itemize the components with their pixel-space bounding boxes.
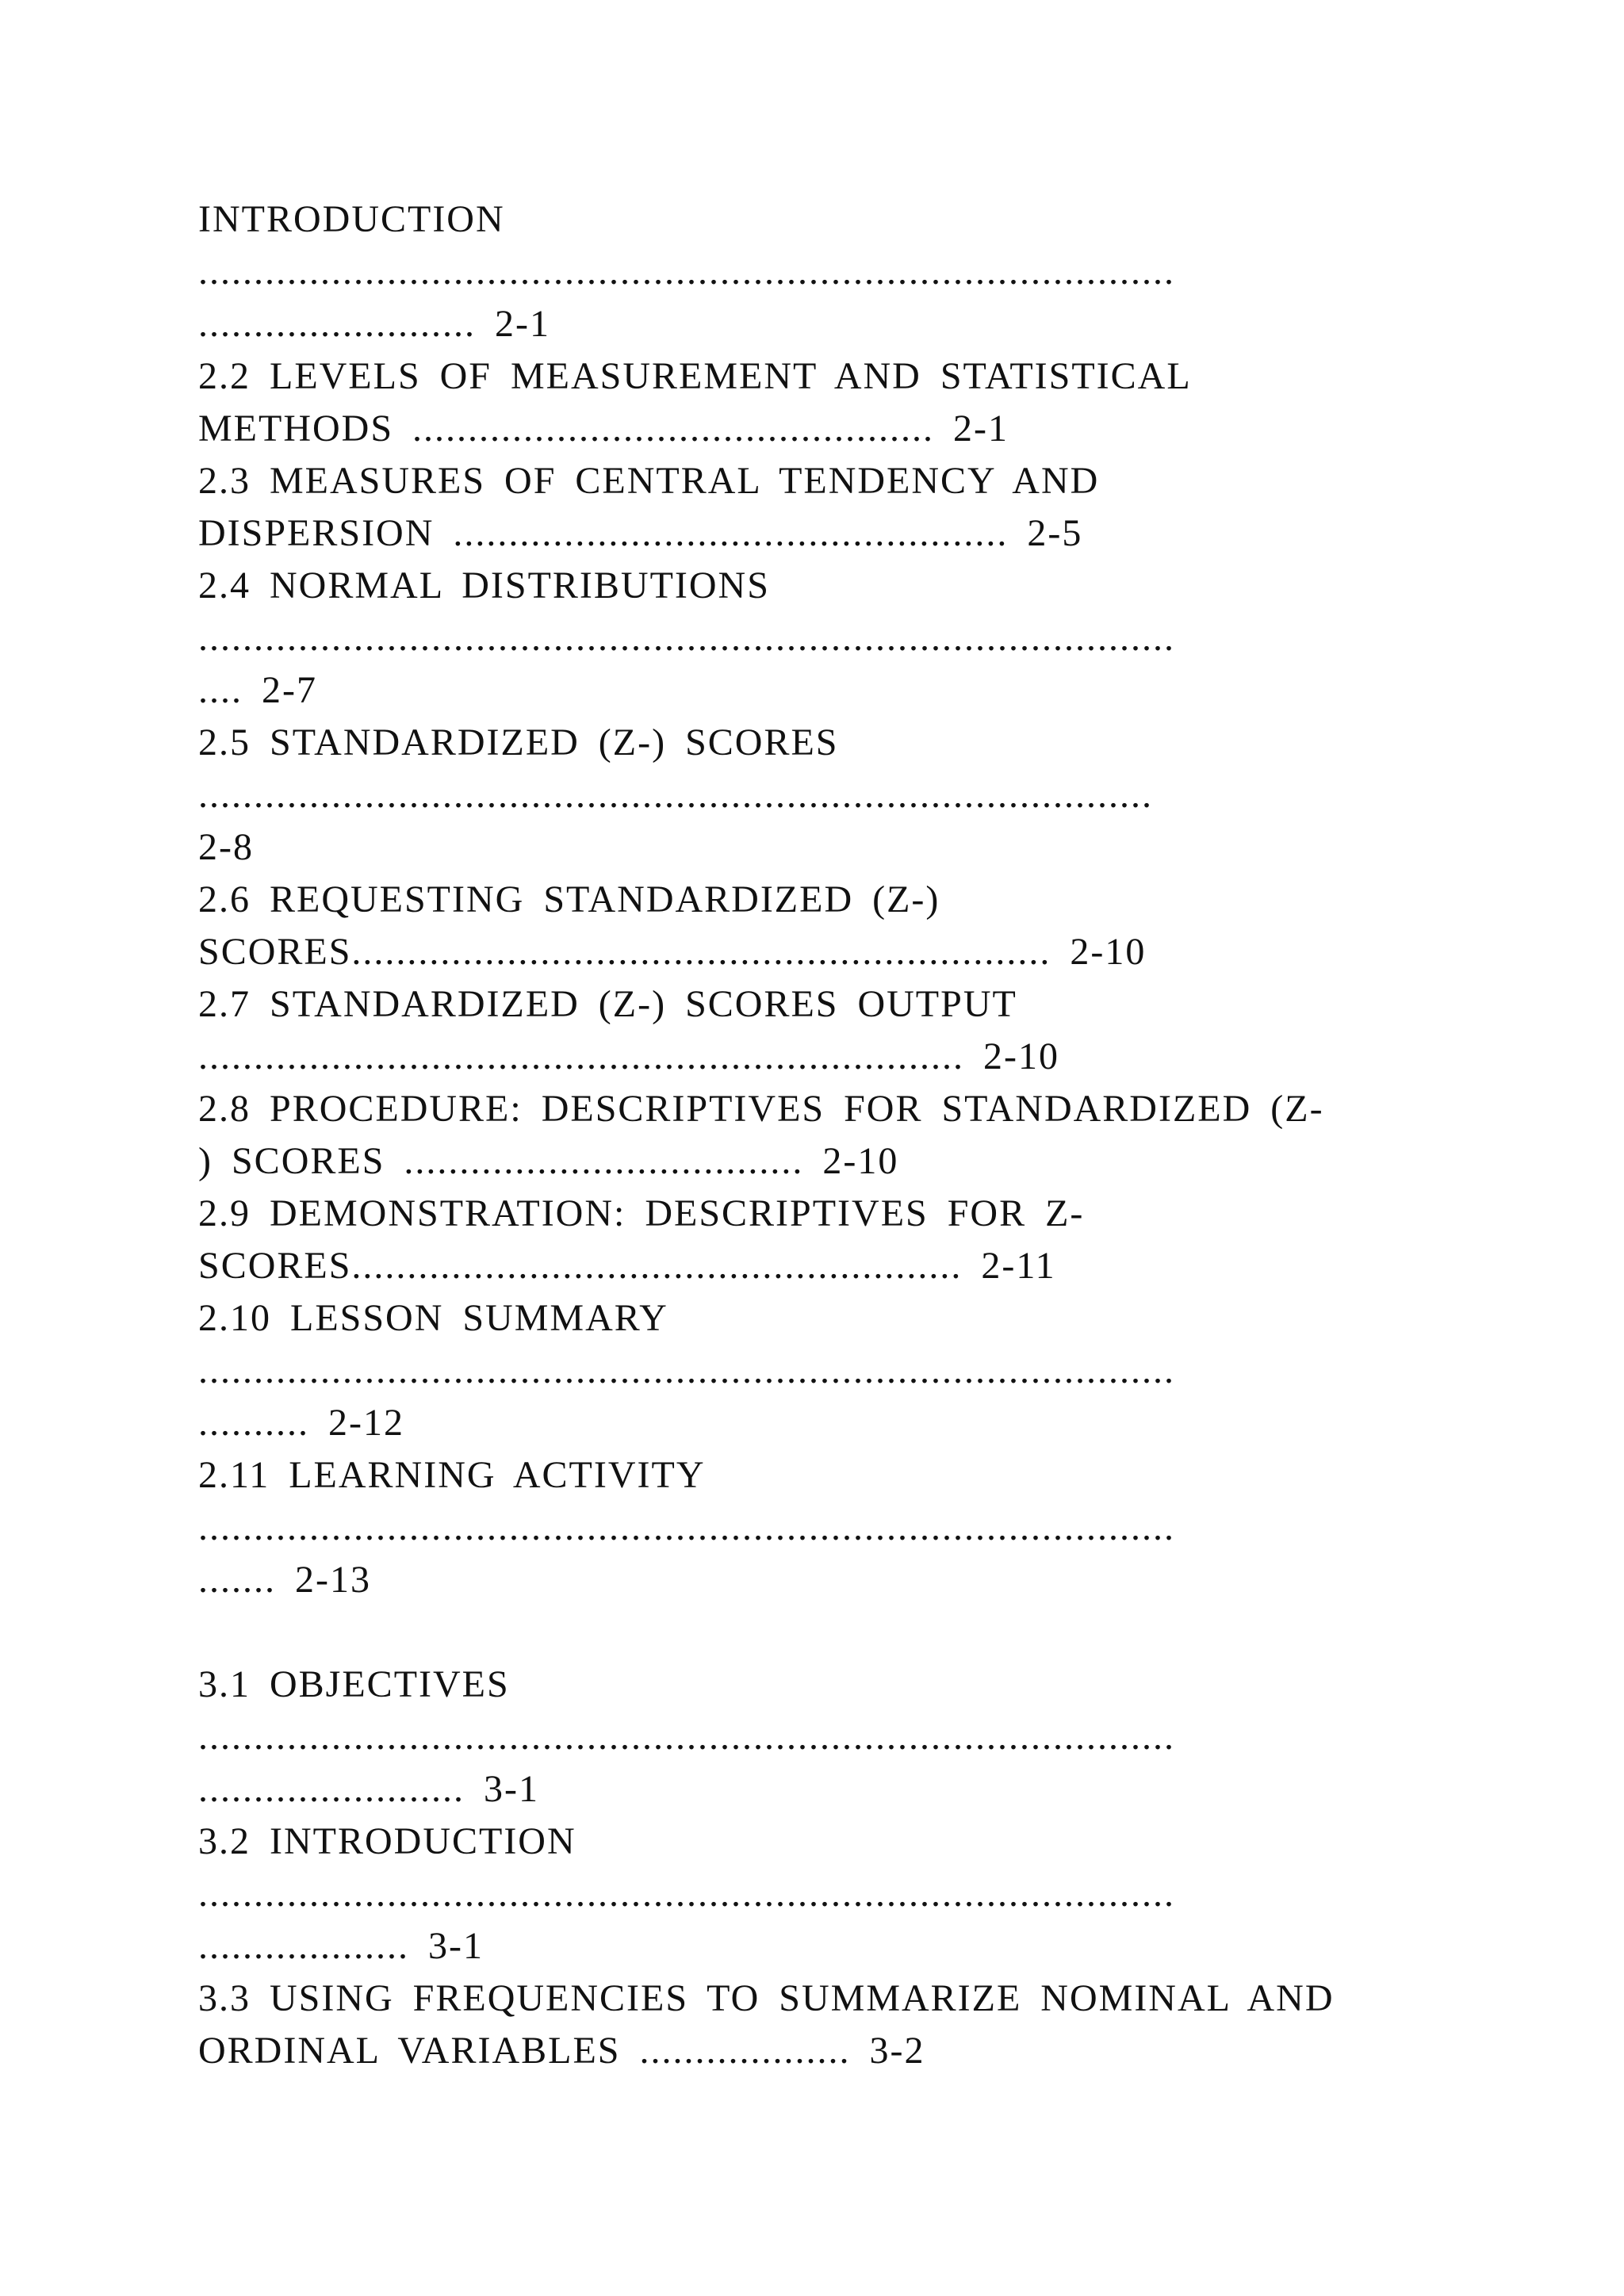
toc-entry-title-cont: METHODS ............................................... 2-1	[198, 408, 1009, 450]
toc-entry-title-cont: DISPERSION .................................................. 2-5	[198, 512, 1083, 554]
toc-leader-dots: ........................................................................................	[198, 1873, 1175, 1915]
table-of-contents	[198, 193, 1435, 2077]
toc-leader-dots: ........................................................................................	[198, 1506, 1175, 1548]
toc-page-number: ........................ 3-1	[198, 1768, 539, 1810]
toc-leader-dots: ......................................................................................	[198, 774, 1153, 816]
toc-entry-title: 3.2 INTRODUCTION	[198, 1820, 576, 1862]
toc-leader-dots: ........................................................................................	[198, 1349, 1175, 1391]
toc-page-number: ................... 3-1	[198, 1925, 484, 1967]
toc-page-number: ....... 2-13	[198, 1559, 371, 1601]
toc-page-number: .... 2-7	[198, 669, 317, 711]
toc-entry-2-8	[198, 1083, 1435, 1188]
toc-entry-title-cont: SCORES....................................................... 2-11	[198, 1245, 1056, 1287]
section-gap	[198, 1606, 1435, 1659]
toc-entry-title: 2.8 PROCEDURE: DESCRIPTIVES FOR STANDARDIZED (Z-	[198, 1088, 1324, 1130]
toc-entry-title: 2.2 LEVELS OF MEASUREMENT AND STATISTICAL	[198, 355, 1192, 397]
toc-entry-title: 2.7 STANDARDIZED (Z-) SCORES OUTPUT	[198, 983, 1017, 1025]
toc-entry-title: INTRODUCTION	[198, 198, 505, 240]
toc-page-number: ......................... 2-1	[198, 303, 550, 345]
toc-entry-title: 3.1 OBJECTIVES	[198, 1663, 510, 1705]
toc-entry-2-5	[198, 717, 1435, 874]
toc-entry-2-11	[198, 1449, 1435, 1606]
toc-entry-title: 2.5 STANDARDIZED (Z-) SCORES	[198, 721, 839, 763]
toc-entry-3-3	[198, 1973, 1435, 2077]
toc-entry-title: 2.11 LEARNING ACTIVITY	[198, 1454, 706, 1496]
toc-entry-title: 2.3 MEASURES OF CENTRAL TENDENCY AND	[198, 460, 1100, 502]
toc-entry-2-4	[198, 560, 1435, 717]
toc-entry-title: 2.6 REQUESTING STANDARDIZED (Z-)	[198, 878, 940, 920]
toc-entry-3-1	[198, 1659, 1435, 1816]
toc-entry-title: 2.10 LESSON SUMMARY	[198, 1297, 668, 1339]
toc-page-number: 2-8	[198, 826, 254, 868]
toc-entry-title-cont: ) SCORES .................................... 2-10	[198, 1140, 899, 1182]
toc-leader-dots: ........................................................................................	[198, 617, 1175, 659]
toc-entry-2-3	[198, 455, 1435, 560]
toc-entry-2-10	[198, 1292, 1435, 1449]
toc-entry-2-2	[198, 350, 1435, 455]
toc-entry-title: 2.4 NORMAL DISTRIBUTIONS	[198, 564, 770, 607]
toc-leader-dots: ........................................................................................	[198, 1716, 1175, 1758]
toc-leader-dots: ........................................................................................	[198, 251, 1175, 293]
toc-entry-title-cont: SCORES............................................................... 2-10	[198, 931, 1147, 973]
toc-entry-title-cont: ORDINAL VARIABLES ................... 3-2	[198, 2030, 925, 2072]
toc-page-number: .......... 2-12	[198, 1402, 404, 1444]
toc-entry-title: 3.3 USING FREQUENCIES TO SUMMARIZE NOMINAL AND	[198, 1977, 1335, 2019]
toc-entry-2-6	[198, 874, 1435, 978]
toc-entry-2-9	[198, 1188, 1435, 1292]
toc-entry-title: 2.9 DEMONSTRATION: DESCRIPTIVES FOR Z-	[198, 1192, 1085, 1234]
toc-entry-3-2	[198, 1816, 1435, 1973]
toc-entry-introduction	[198, 193, 1435, 350]
toc-entry-2-7	[198, 978, 1435, 1083]
toc-leader-dots: ..................................................................... 2-10	[198, 1035, 1059, 1077]
